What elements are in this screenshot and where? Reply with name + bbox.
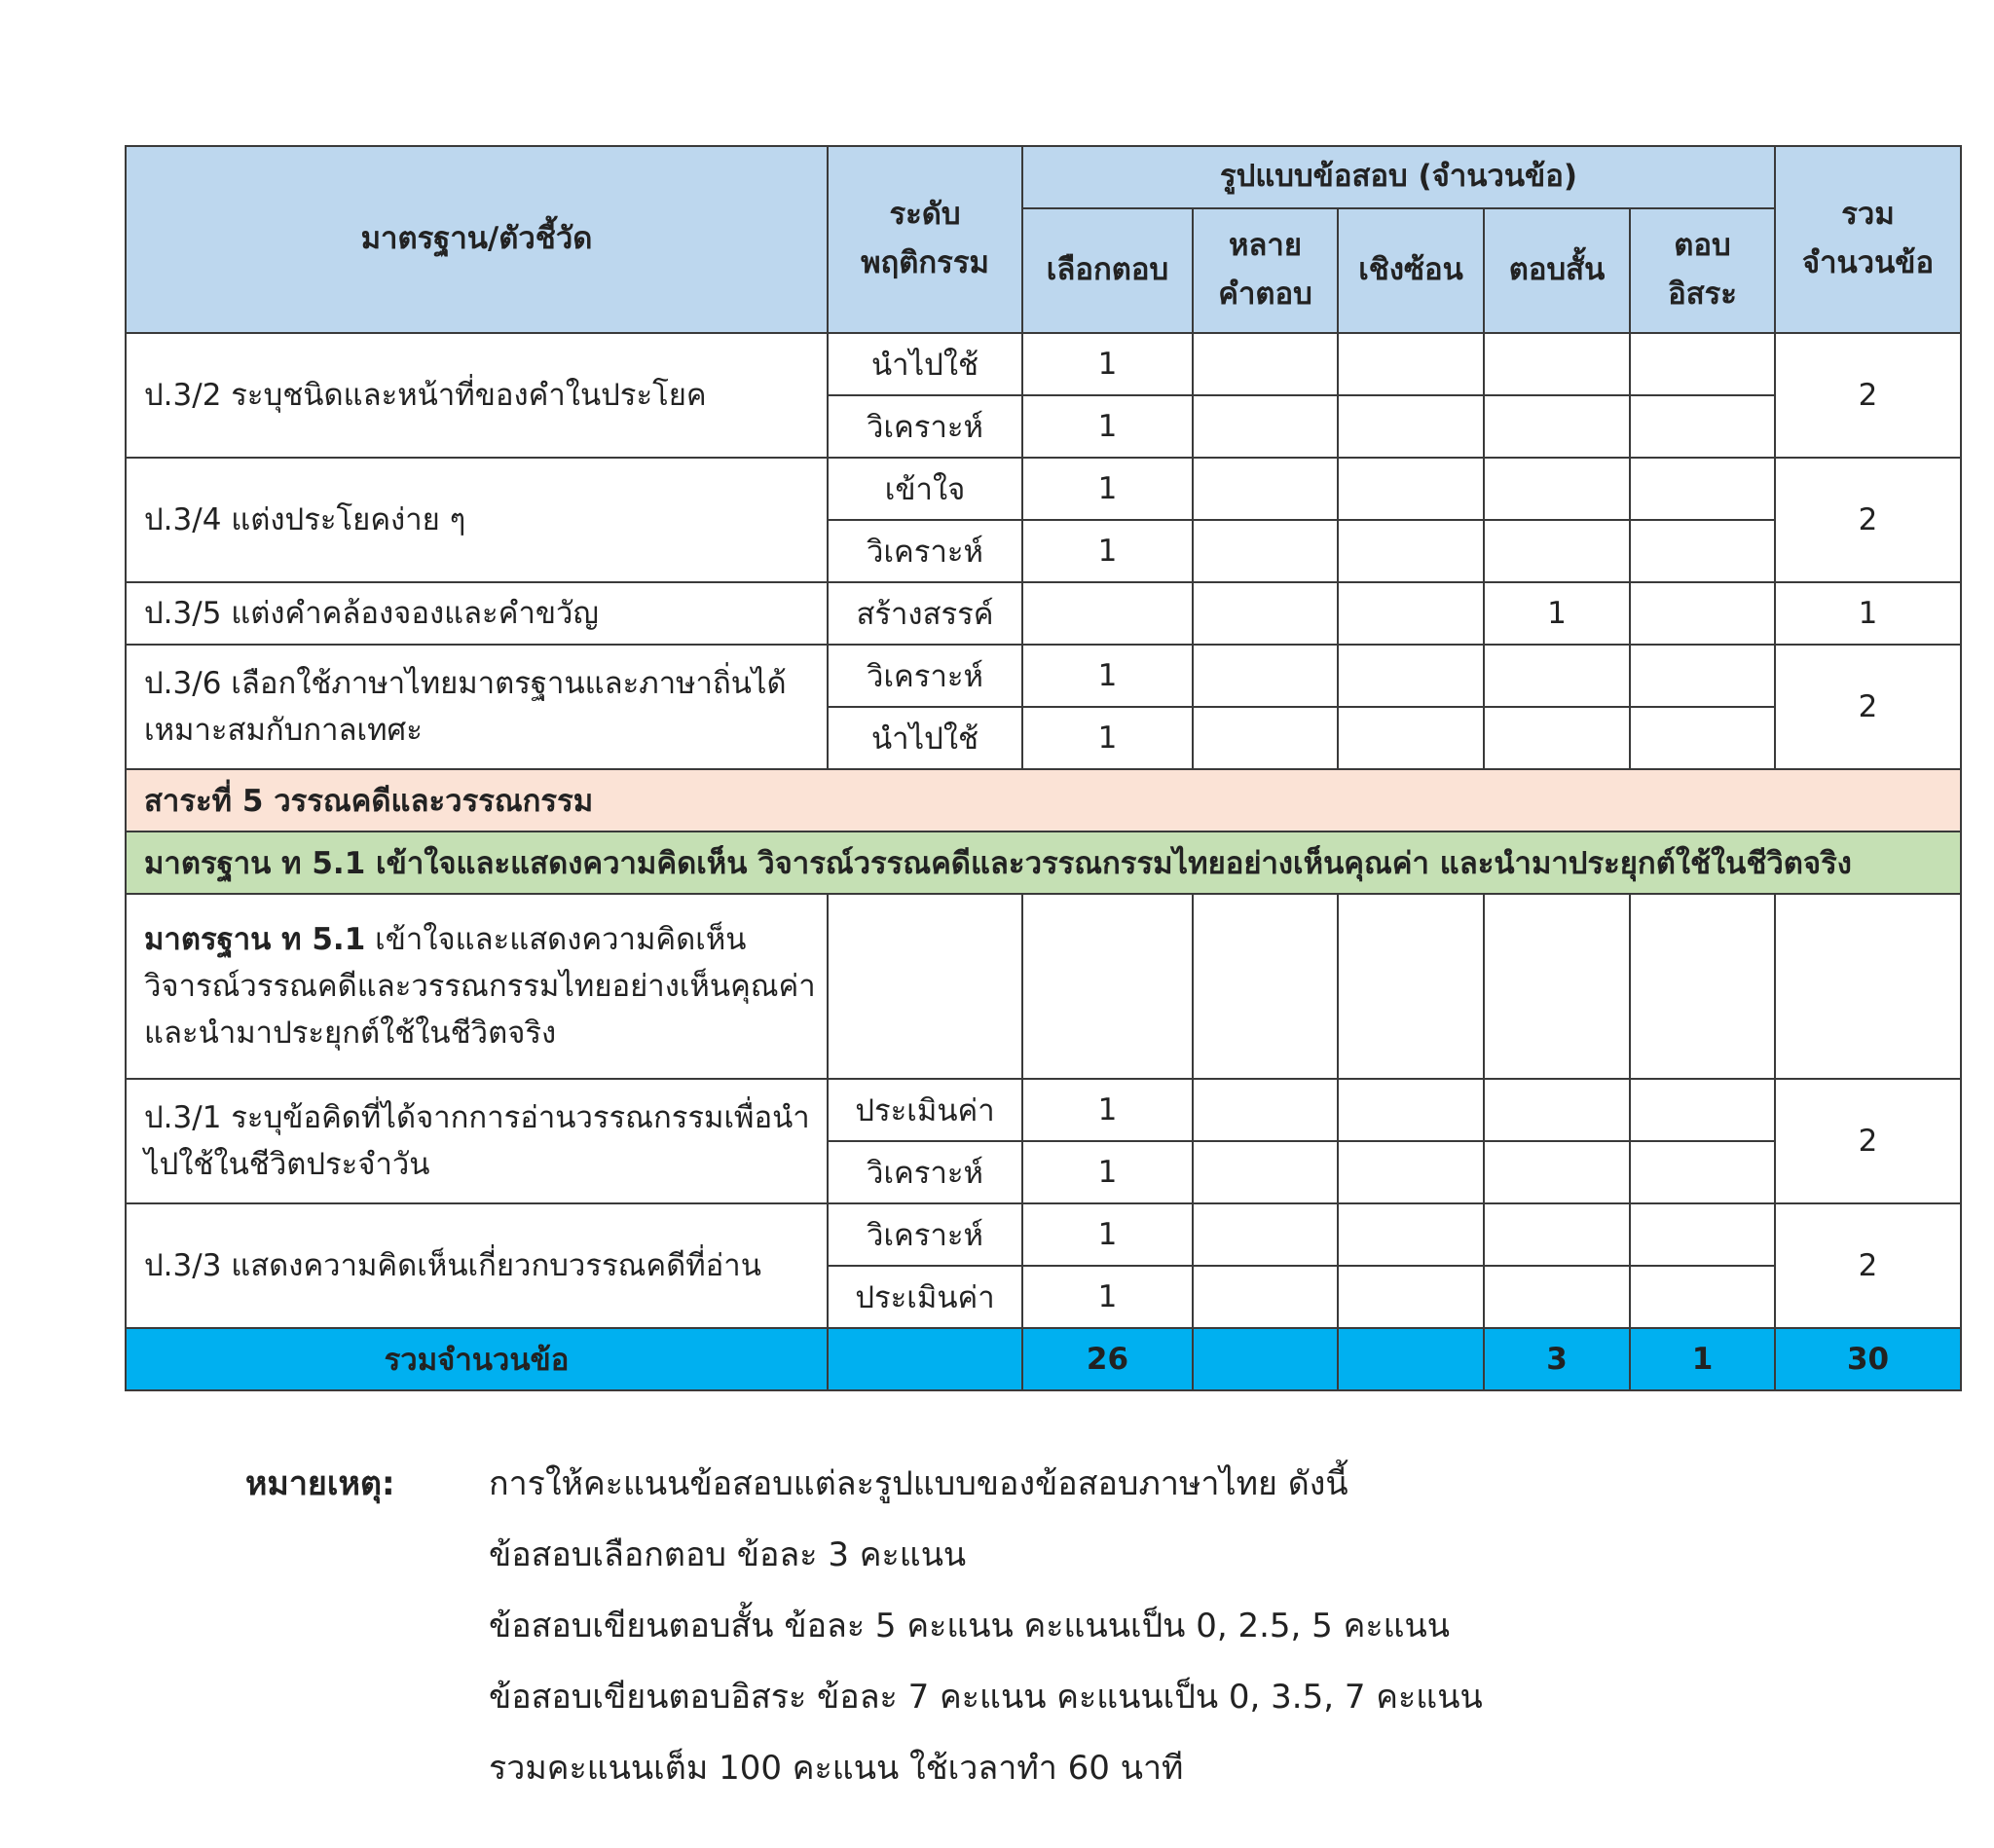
header-format-line1: ตอบสั้น bbox=[1508, 252, 1606, 288]
table-row bbox=[126, 582, 1961, 645]
count-cell bbox=[1630, 645, 1775, 707]
count-cell bbox=[1193, 520, 1338, 582]
standard-text: เข้าใจและแสดงความคิดเห็น วิจารณ์วรรณคดีและวรรณกรรมไทยอย่างเห็นคุณค่าและนำมาประยุกต์ใช้ในชีวิตจริง bbox=[144, 921, 816, 1052]
count-cell bbox=[1630, 395, 1775, 458]
count-cell bbox=[1338, 520, 1484, 582]
count-cell bbox=[1484, 395, 1630, 458]
count-cell bbox=[1484, 1141, 1630, 1203]
table-row bbox=[126, 1079, 1961, 1141]
count-cell bbox=[1338, 1141, 1484, 1203]
count-cell bbox=[1484, 1203, 1630, 1266]
empty-cell bbox=[1484, 894, 1630, 1079]
count-cell bbox=[1630, 333, 1775, 395]
count-cell bbox=[1193, 582, 1338, 645]
count-cell: 1 bbox=[1022, 1266, 1193, 1328]
indicator-cell: ป.3/3 แสดงความคิดเห็นเกี่ยวกบวรรณคดีที่อ่าน bbox=[126, 1203, 828, 1328]
count-cell: 1 bbox=[1022, 395, 1193, 458]
empty-cell bbox=[1775, 894, 1961, 1079]
table-row bbox=[126, 645, 1961, 707]
note-line: ข้อสอบเลือกตอบ ข้อละ 3 คะแนน bbox=[489, 1535, 967, 1574]
indicator-cell: ป.3/6 เลือกใช้ภาษาไทยมาตรฐานและภาษาถิ่นได้เหมาะสมกับกาลเทศะ bbox=[126, 645, 828, 769]
count-cell bbox=[1630, 707, 1775, 769]
indicator-cell: ป.3/4 แต่งประโยคง่าย ๆ bbox=[126, 458, 828, 582]
row-total-cell: 2 bbox=[1775, 1079, 1961, 1203]
count-cell: 1 bbox=[1022, 458, 1193, 520]
behavior-level-cell: วิเคราะห์ bbox=[828, 520, 1022, 582]
strand-band-row bbox=[126, 769, 1961, 832]
count-cell bbox=[1193, 645, 1338, 707]
count-cell bbox=[1193, 1266, 1338, 1328]
count-cell bbox=[1630, 458, 1775, 520]
count-cell bbox=[1630, 582, 1775, 645]
header-total-items bbox=[1775, 146, 1961, 333]
total-count-cell: 3 bbox=[1484, 1328, 1630, 1390]
count-cell: 1 bbox=[1484, 582, 1630, 645]
count-cell bbox=[1022, 582, 1193, 645]
note-line: ข้อสอบเขียนตอบสั้น ข้อละ 5 คะแนน คะแนนเป็น 0, 2.5, 5 คะแนน bbox=[489, 1607, 1450, 1645]
table-row bbox=[126, 1203, 1961, 1266]
header-total-line2: จำนวนข้อ bbox=[1801, 245, 1935, 280]
notes-lines bbox=[489, 1449, 1483, 1804]
count-cell bbox=[1338, 582, 1484, 645]
count-cell bbox=[1193, 707, 1338, 769]
count-cell bbox=[1630, 1266, 1775, 1328]
count-cell: 1 bbox=[1022, 645, 1193, 707]
count-cell bbox=[1484, 333, 1630, 395]
standard-band: มาตรฐาน ท 5.1 เข้าใจและแสดงความคิดเห็น วิจารณ์วรรณคดีและวรรณกรรมไทยอย่างเห็นคุณค่า และนำมาประยุกต์ใช้ในชีวิตจริง bbox=[126, 832, 1961, 894]
count-cell bbox=[1338, 1266, 1484, 1328]
count-cell bbox=[1630, 1079, 1775, 1141]
test-blueprint-table bbox=[125, 145, 1962, 1391]
count-cell bbox=[1193, 1203, 1338, 1266]
count-cell bbox=[1338, 333, 1484, 395]
count-cell bbox=[1338, 1203, 1484, 1266]
row-total-cell: 1 bbox=[1775, 582, 1961, 645]
header-format-line1: เลือกตอบ bbox=[1046, 252, 1169, 288]
standard-band-row bbox=[126, 832, 1961, 894]
count-cell bbox=[1338, 458, 1484, 520]
count-cell bbox=[1630, 1203, 1775, 1266]
count-cell: 1 bbox=[1022, 707, 1193, 769]
total-label: รวมจำนวนข้อ bbox=[126, 1328, 828, 1390]
header-format-multiple-answer bbox=[1193, 208, 1338, 333]
count-cell: 1 bbox=[1022, 520, 1193, 582]
header-behavior-level-line2: พฤติกรรม bbox=[861, 245, 989, 280]
header-format-line1: เชิงซ้อน bbox=[1358, 252, 1463, 288]
count-cell bbox=[1484, 645, 1630, 707]
row-total-cell: 2 bbox=[1775, 333, 1961, 458]
header-format-line1: ตอบ bbox=[1674, 228, 1731, 264]
empty-cell bbox=[1193, 894, 1338, 1079]
total-row bbox=[126, 1328, 1961, 1390]
behavior-level-cell: วิเคราะห์ bbox=[828, 1203, 1022, 1266]
strand-band: สาระที่ 5 วรรณคดีและวรรณกรรม bbox=[126, 769, 1961, 832]
count-cell: 1 bbox=[1022, 1203, 1193, 1266]
count-cell bbox=[1338, 707, 1484, 769]
empty-cell bbox=[1338, 894, 1484, 1079]
empty-cell bbox=[1630, 894, 1775, 1079]
behavior-level-cell: วิเคราะห์ bbox=[828, 1141, 1022, 1203]
count-cell bbox=[1193, 458, 1338, 520]
row-total-cell: 2 bbox=[1775, 645, 1961, 769]
count-cell bbox=[1193, 333, 1338, 395]
count-cell bbox=[1193, 1141, 1338, 1203]
count-cell bbox=[1338, 395, 1484, 458]
indicator-cell: ป.3/5 แต่งคำคล้องจองและคำขวัญ bbox=[126, 582, 828, 645]
header-standard: มาตรฐาน/ตัวชี้วัด bbox=[126, 146, 828, 333]
count-cell bbox=[1193, 395, 1338, 458]
header-format-line2: อิสระ bbox=[1668, 277, 1737, 312]
header-format-line1: หลาย bbox=[1228, 228, 1302, 264]
count-cell: 1 bbox=[1022, 1079, 1193, 1141]
total-count-cell: 1 bbox=[1630, 1328, 1775, 1390]
header-total-line1: รวม bbox=[1841, 197, 1895, 233]
row-total-cell: 2 bbox=[1775, 1203, 1961, 1328]
count-cell bbox=[1630, 1141, 1775, 1203]
count-cell bbox=[1484, 458, 1630, 520]
total-level-cell bbox=[828, 1328, 1022, 1390]
header-format-short-answer bbox=[1484, 208, 1630, 333]
header-test-format-group: รูปแบบข้อสอบ (จำนวนข้อ) bbox=[1022, 146, 1775, 208]
count-cell bbox=[1630, 520, 1775, 582]
table-row bbox=[126, 458, 1961, 520]
notes-label: หมายเหตุ: bbox=[245, 1464, 395, 1503]
count-cell bbox=[1484, 707, 1630, 769]
total-count-cell: 26 bbox=[1022, 1328, 1193, 1390]
behavior-level-cell: วิเคราะห์ bbox=[828, 645, 1022, 707]
count-cell: 1 bbox=[1022, 1141, 1193, 1203]
total-count-cell bbox=[1338, 1328, 1484, 1390]
count-cell bbox=[1484, 520, 1630, 582]
count-cell bbox=[1193, 1079, 1338, 1141]
header-behavior-level-line1: ระดับ bbox=[889, 197, 961, 233]
header-format-multiple-choice bbox=[1022, 208, 1193, 333]
header-format-line2: คำตอบ bbox=[1218, 277, 1312, 312]
table-row bbox=[126, 333, 1961, 395]
standard-code: มาตรฐาน ท 5.1 bbox=[144, 921, 366, 957]
count-cell bbox=[1484, 1079, 1630, 1141]
behavior-level-cell: สร้างสรรค์ bbox=[828, 582, 1022, 645]
behavior-level-cell: นำไปใช้ bbox=[828, 333, 1022, 395]
row-total-cell: 2 bbox=[1775, 458, 1961, 582]
note-line: รวมคะแนนเต็ม 100 คะแนน ใช้เวลาทำ 60 นาที bbox=[489, 1749, 1184, 1788]
count-cell bbox=[1338, 1079, 1484, 1141]
standard-description-cell bbox=[126, 894, 828, 1079]
header-format-complex bbox=[1338, 208, 1484, 333]
behavior-level-cell: วิเคราะห์ bbox=[828, 395, 1022, 458]
indicator-cell: ป.3/1 ระบุข้อคิดที่ได้จากการอ่านวรรณกรรมเพื่อนำไปใช้ในชีวิตประจำวัน bbox=[126, 1079, 828, 1203]
behavior-level-cell: นำไปใช้ bbox=[828, 707, 1022, 769]
behavior-level-cell: ประเมินค่า bbox=[828, 1266, 1022, 1328]
count-cell bbox=[1484, 1266, 1630, 1328]
header-format-free-response bbox=[1630, 208, 1775, 333]
behavior-level-cell: เข้าใจ bbox=[828, 458, 1022, 520]
grand-total-cell: 30 bbox=[1775, 1328, 1961, 1390]
note-line: ข้อสอบเขียนตอบอิสระ ข้อละ 7 คะแนน คะแนนเป็น 0, 3.5, 7 คะแนน bbox=[489, 1678, 1483, 1717]
note-line: การให้คะแนนข้อสอบแต่ละรูปแบบของข้อสอบภาษาไทย ดังนี้ bbox=[489, 1464, 1348, 1503]
count-cell: 1 bbox=[1022, 333, 1193, 395]
behavior-level-cell: ประเมินค่า bbox=[828, 1079, 1022, 1141]
header-behavior-level bbox=[828, 146, 1022, 333]
empty-cell bbox=[828, 894, 1022, 1079]
total-count-cell bbox=[1193, 1328, 1338, 1390]
standard-row bbox=[126, 894, 1961, 1079]
count-cell bbox=[1338, 645, 1484, 707]
indicator-cell: ป.3/2 ระบุชนิดและหน้าที่ของคำในประโยค bbox=[126, 333, 828, 458]
empty-cell bbox=[1022, 894, 1193, 1079]
